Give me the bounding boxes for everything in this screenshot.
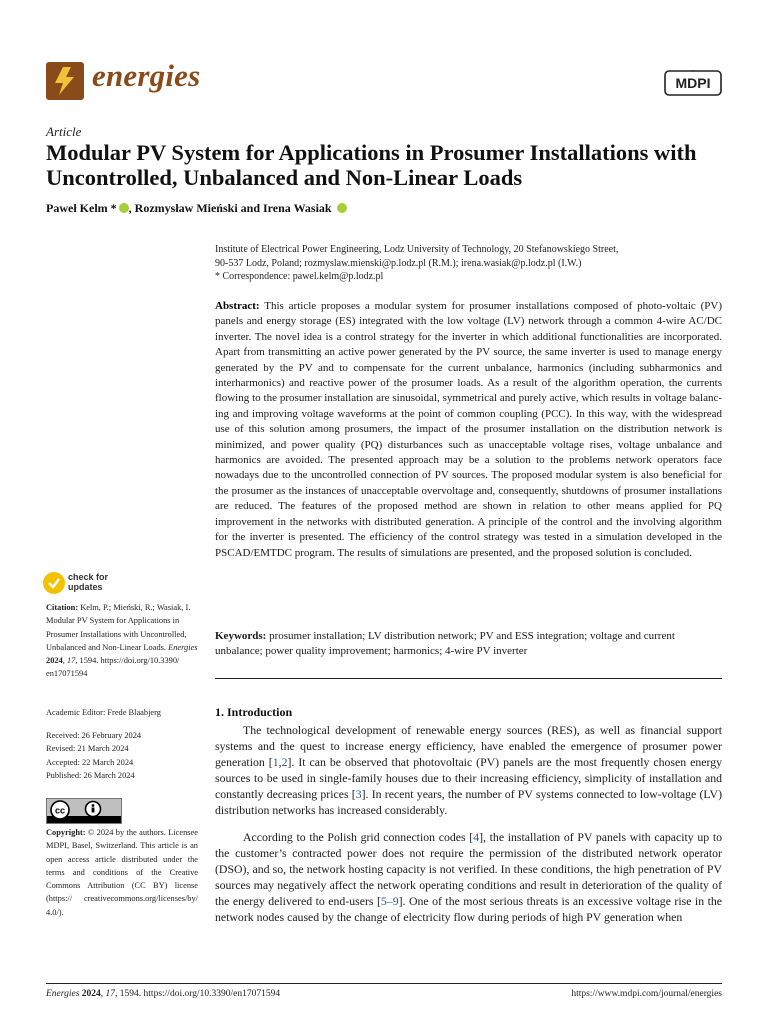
- reference-link[interactable]: 2: [281, 755, 288, 770]
- citation: Citation: Kelm, P.; Mieński, R.; Wasiak, I. Modular PV System for Applications in Prosumer Installations with Uncontrolled, Unbalanced and Non-Linear Loads. Energies 2024, 17, 1594. https://doi.org/10.3390/ en17071594: [46, 603, 198, 679]
- keywords: [215, 629, 722, 660]
- svg-text:cc: cc: [54, 805, 66, 816]
- reference-link[interactable]: 5–9: [380, 894, 399, 909]
- author-wasiak[interactable]: Irena Wasiak: [263, 201, 332, 215]
- footer-doi-link[interactable]: 1594. https://doi.org/10.3390/en17071594: [119, 989, 281, 999]
- mdpi-logo[interactable]: [664, 70, 722, 96]
- footer-citation: Energies 2024, 17, 1594. https://doi.org/10.3390/en17071594: [46, 989, 281, 999]
- abstract-label: Abstract:: [215, 300, 260, 312]
- affiliation: Institute of Electrical Power Engineering, Lodz University of Technology, 20 Stefanowskiego Street, 90-537 Lodz, Poland; rozmyslaw.mienski@p.lodz.pl (R.M.); irena.wasiak@p.lodz.pl (I.W.) * Correspondence: pawel.kelm@p.lodz.pl: [215, 243, 725, 284]
- divider: [215, 678, 722, 679]
- journal-url-link[interactable]: https://www.mdpi.com/journal/energies: [571, 989, 722, 999]
- footer-divider: [46, 983, 722, 984]
- copyright: Copyright: © 2024 by the authors. Licensee MDPI, Basel, Switzerland. This article is an open access article distributed under the terms and conditions of the Creative Commons Attribution (CC BY) license (https:// creativecommons.org/licenses/by/ 4.0/).: [46, 828, 198, 917]
- dates: Received: 26 February 2024 Revised: 21 March 2024 Accepted: 22 March 2024 Published: 26 March 2024: [46, 731, 142, 780]
- reference-link[interactable]: 1: [272, 755, 279, 770]
- correspondence: * Correspondence: pawel.kelm@p.lodz.pl: [215, 271, 384, 282]
- page-title: Modular PV System for Applications in Prosumer Installations with Uncontrolled, Unbalanced and Non-Linear Loads: [46, 140, 697, 190]
- reference-link[interactable]: 4: [473, 830, 480, 844]
- journal-name: energies: [92, 58, 201, 93]
- abstract-text: This article proposes a modular system for prosumer installations composed of photo-voltaic (PV) panels and energy storage (ES) integrated with the low voltage (LV) network through a common 4-wire AC/DC inverter. The novel idea is a control strategy for the inverter in which additional functionalities are incorporated. Apart from transmitting an active power generated by the PV source, the same inverter is used to manage energy generated by the PV and to compensate for the current unbalance, harmonics (including subharmonics and interharmonics) and reactive power of the prosumer loads. As a result of the algorithm operation, the currents flowing to the prosumer installation are sinusoidal, symmetrical and purely active, which results in voltage balanc-ing and improving voltage waveforms at the point of common coupling (PCC). In this way, with the widespread use of this solution among prosumers, the impact of the prosumer installation on the distribution network is minimized, and power quality (PQ) disturbances such as unacceptable voltage rises, voltage unbalance and harmonics are avoided. The presented approach may be a solution to the problems network operators face nowadays due to the uncontrolled connection of PV sources. The proposed modular system is also beneficial for the prosumer as the instances of unacceptable overvoltage and, consequently, shutdowns of prosumer installations are reduced. The features of the proposed method are shown in relation to other means applied for PQ improvement in the networks with distributed generation. A principle of the control and the involving algorithm for the inverter is presented. The efficiency of the control strategy was tested in a simulation developed in the PSCAD/EMTDC program. The results of simulations are presented, and the proposed solution is concluded.: [215, 300, 722, 559]
- article-type: Article: [46, 124, 82, 139]
- intro-paragraph-1: The technological development of renewable energy sources (RES), as well as financial support systems and the quest to increase energy efficiency, have enabled the emergence of prosumer power generation [1,2]. It can be observed that photovoltaic (PV) panels are the most frequently chosen energy sources to be used in single-family houses due to their increasing efficiency, simplicity of installation and constantly decreasing prices [3]. In recent years, the number of PV systems connected to low-voltage (LV) distribution networks has increased considerably.: [215, 723, 722, 818]
- cc-by-license-badge[interactable]: [46, 798, 122, 824]
- lightning-icon: [46, 62, 84, 100]
- citation-doi-link[interactable]: 1594. https://doi.org/10.3390/ en17071594: [46, 656, 180, 679]
- section-heading: 1. Introduction: [215, 705, 293, 719]
- orcid-icon[interactable]: [337, 203, 347, 213]
- keywords-text: prosumer installation; LV distribution network; PV and ESS integration; voltage and current unbalance; power quality improvement; harmonics; 4-wire PV inverter: [215, 630, 675, 658]
- intro-paragraph-2: According to the Polish grid connection codes [4], the installation of PV panels with capacity up to the customer’s contracted power does not require the permission of the distributed network operator (DSO), and so, the network hosting capacity is not verified. In these conditions, the high penetration of PV sources may negatively affect the network operating conditions and result in deterioration of the quality of the energy delivered to end-users [5–9]. One of the most serious threats is an excessive voltage rise in the network nodes caused by the change of electricity flow during periods of high PV generation when: [215, 830, 722, 925]
- journal-logo: [46, 62, 84, 100]
- academic-editor: Academic Editor: Frede Blaabjerg: [46, 708, 161, 717]
- mdpi-logo-text: MDPI: [675, 75, 711, 91]
- check-updates-icon[interactable]: [43, 572, 65, 594]
- author-list: Paweł Kelm * , Rozmysław Mieński and Irena Wasiak: [46, 201, 347, 216]
- reference-link[interactable]: 3: [355, 787, 362, 802]
- orcid-icon[interactable]: [119, 203, 129, 213]
- author-mienski[interactable]: Rozmysław Mieński: [134, 201, 238, 215]
- keywords-label: Keywords:: [215, 630, 267, 642]
- check-updates-button[interactable]: check for updates: [68, 572, 109, 592]
- author-kelm[interactable]: Paweł Kelm *: [46, 201, 117, 215]
- abstract: [215, 299, 722, 561]
